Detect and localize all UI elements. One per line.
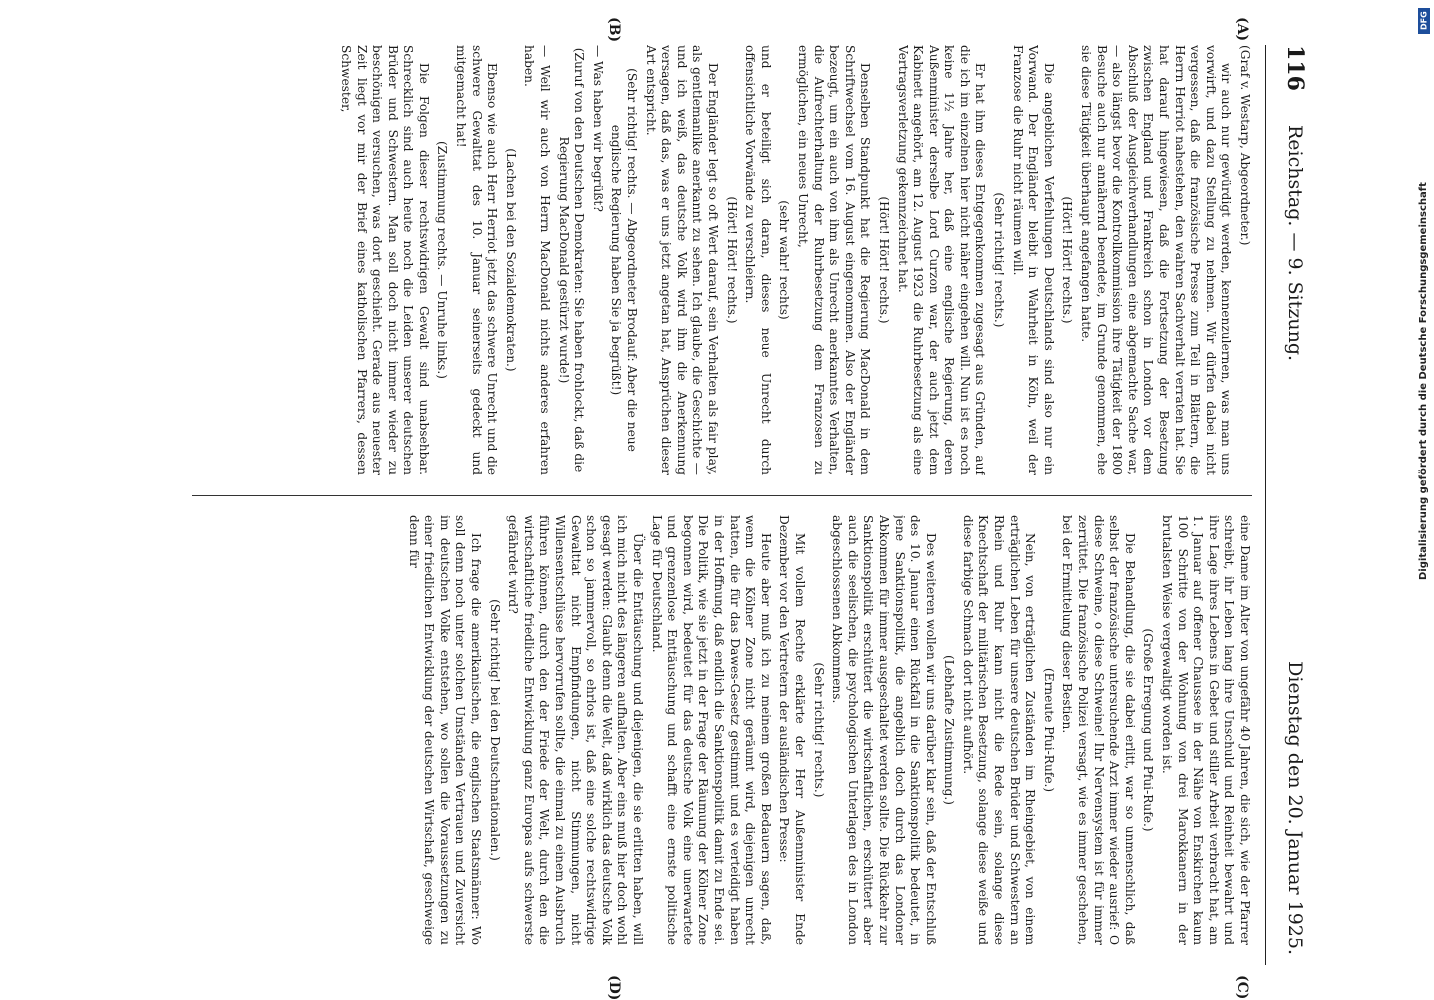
paragraph: Ich frage die amerikanischen, die englischen Staatsmänner: Wo soll denn noch unter solchen Umständen Vertrauen und Zuversicht im deutschen Volke entstehen, wo sollen die Voraussetzungen zu einer friedlichen Entwicklung der deutschen Wirtschaft, geschweige denn für [406,515,484,945]
paragraph: — Weil wir auch von Herrn MacDonald nichts anderes erfahren haben. [522,45,553,475]
paragraph: Ebenso wie auch Herr Herriot jetzt das schwere Unrecht und die schwere Gewalttat des 10. Januar seinerseits gedeckt und mitgemacht hat! [454,45,500,475]
digitization-credit [1416,0,1434,1000]
paragraph: Über die Enttäuschung und diejenigen, die sie erlitten haben, will ich mich nicht des längeren aufhalten. Aber eins muß hier doch wohl gesagt werden: Glaubt denn die Welt, daß wirklich das deutsche Volk schon so jammervoll, so ehrlos ist, daß eine solche rechtswidrige Gewalttat nicht Empfindungen, nicht Stimmungen, nicht Willensentschlüsse hervorrufen sollte, die einmal zu einem Ausbruch führen können, durch den der Friede der Welt, durch den die wirtschaftliche friedliche Entwicklung ganz Europas aufs schwerste gefährdet wird? [506,515,646,945]
left-column [192,45,1252,475]
paragraph: Des weiteren wollen wir uns darüber klar sein, daß der Entschluß des 10. Januar einen Rückfall in die Sanktionspolitik bedeutet, in jene Sanktionspolitik, die angeblich doch durch das Londoner Abkommen für immer ausgeschaltet werden sollte. Die Rückkehr zur Sanktionspolitik erschüttert die wirtschaftlichen, erschüttert aber auch die seelischen, die psychologischen Unterlagen des in London abgeschlossenen Abkommens. [830,515,938,945]
interjection: (Lebhafte Zustimmung.) [942,654,957,806]
paragraph: — Was haben wir begrüßt? [590,45,605,212]
paragraph: Die angeblichen Verfehlungen Deutschlands sind also nur ein Vorwand. Der Engländer bleibt in Wahrheit in Köln, weil der Franzose die Ruhr nicht räumen will. [1010,45,1056,475]
margin-marker-b: (B) [606,17,622,43]
interjection: (Erneute Pfui-Rufe.) [1041,667,1056,793]
paragraph: Mit vollem Rechte erklärte der Herr Außenminister Ende Dezember vor den Vertretern der ausländischen Presse: [777,515,807,945]
right-column [192,515,1252,945]
paragraph: Er hat ihm dieses Entgegenkommen zugesagt aus Gründen, auf die ich im einzelnen hier nicht näher eingehen will. Nun ist es noch keine 1½ Jahre her, daß eine englische Regierung, deren Außenminister derselbe Lord Curzon war, der auch jetzt dem Kabinett angehört, am 12. August 1923 die Ruhrbesetzung als eine Vertragsverletzung gekennzeichnet hat. [895,45,988,475]
page-header [1265,45,1322,965]
interjection: (Sehr richtig! bei den Deutschnationalen.) [487,599,502,861]
header-date: Dienstag den 20. Januar 1925. [1284,661,1306,955]
interjection: (Große Erregung und Pfui-Rufe.) [1141,628,1156,832]
interjection: (Hört! Hört! rechts.) [876,196,891,324]
interjection: (Sehr richtig! rechts.) [811,662,826,798]
paragraph: und er beteiligt sich daran, dieses neue Unrecht durch offensichtliche Vorwände zu verschleiern. [743,45,773,475]
paragraph: wir auch nur gewürdigt werden, kennenzulernen, was man uns vorwirft, und dazu Stellung zu nehmen. Wir dürfen dabei nicht vergessen, daß die französische Presse zum Teil in Blättern, die Herrn Herriot nahestehen, den wahren Sachverhalt verraten hat. Sie hat darauf hingewiesen, daß die Fortsetzung der Besetzung zwischen England und Frankreich schon in London vor dem Abschluß der Ausgleichverhandlungen eine abgemachte Sache war, — also längst bevor die Kontrollkommission ihre Tätigkeit der 1800 Besuche auch nur annähernd beendete, im Grunde genommen, ehe sie diese Tätigkeit überhaupt angefangen hatte. [1079,45,1234,475]
interjection: (Sehr richtig! rechts.) [992,192,1007,328]
paragraph: Der Engländer legt so oft Wert darauf, sein Verhalten als fair play, als gentlemanlike anerkannt zu sehen. Ich glaube, die Geschichte — und ich weiß, das deutsche Volk wird ihm die Anerkennung versagen, daß das, was er uns jetzt angetan hat, Ansprüchen dieser Art entspricht. [643,45,720,475]
margin-marker-c: (C) [1234,975,1250,1000]
column-divider [192,495,1252,496]
margin-marker-d: (D) [606,975,622,1000]
speaker-line: (Graf v. Westarp, Abgeordneter.) [1238,45,1252,246]
interjection: (Hört! Hört! rechts.) [724,196,739,324]
header-session: Reichstag. — 9. Sitzung. [1284,125,1306,362]
rotated-page [182,17,1322,1000]
interjection: (sehr wahr! rechts) [777,200,792,320]
margin-marker-a: (A) [1234,17,1250,42]
dfg-logo: DFG [1418,8,1430,34]
interjection: (Sehr richtig! rechts. — Abgeordneter Brodauf: Aber die neue englische Regierung haben Sie ja begrüßt!) [609,68,640,452]
credit-text: Digitalisierung gefördert durch die Deutsche Forschungsgemeinschaft [1418,182,1429,580]
paragraph: Nein, von erträglichen Zuständen im Rheingebiet, von einem erträglichen Leben für unsere deutschen Brüder und Schwestern an Rhein und Ruhr kann nicht die Rede sein, solange diese Knechtschaft der militärischen Besetzung, solange diese weiße und diese farbige Schmach dort nicht aufhört. [960,515,1038,945]
page-number: 116 [1282,45,1308,91]
interjection: (Hört! Hört! rechts.) [1060,196,1075,324]
interjection: (Zustimmung rechts. — Unruhe links.) [435,141,450,379]
paragraph: eine Dame im Alter von ungefähr 40 Jahren, die sich, wie der Pfarrer schreibt, ihr Leben lang ihre Unschuld und Reinheit bewahrt und ihre Lage ihres Lebens in Gebet und stiller Arbeit verbracht hat, am 1. Januar auf offener Chaussee in der Nähe von Enskirchen kaum 100 Schritte von der Wohnung von drei Marokkanern in der brutalsten Weise vergewaltigt worden ist. [1160,515,1252,945]
paragraph: Die Behandlung, die sie dabei erlitt, war so unmenschlich, daß selbst der französische untersuchende Arzt immer wieder ausrief: O diese Schweine, o diese Schweine! Ihr Nervensystem ist für immer zerrüttet. Die französische Polizei versagt, wie es immer geschehen, bei der Ermittelung dieser Bestien. [1060,515,1137,945]
quotation: Heute aber muß ich zu meinem großen Bedauern sagen, daß, wenn die Kölner Zone nicht geräumt wird, diejenigen unrecht hatten, die für das Dawes-Gesetz gestimmt und es verteidigt haben in der Hoffnung, daß endlich die Sanktionspolitik damit zu Ende sei. Die Politik, wie sie jetzt in der Frage der Räumung der Kölner Zone begonnen wird, bedeutet für das deutsche Volk eine unerwartete und grenzenlose Enttäuschung und schafft eine ernste politische Lage für Deutschland. [649,515,773,945]
interjection: (Zuruf von den Deutschen Demokraten: Sie haben frohlockt, daß die Regierung MacDonald gestürzt wurde!) [556,47,587,473]
paragraph: Denselben Standpunkt hat die Regierung MacDonald in dem Schriftwechsel vom 16. August eingenommen. Also der Engländer bezeugt, um ein auch von ihm als Unrecht anerkanntes Verhalten, die Aufrechterhaltung der Ruhrbesetzung dem Franzosen zu ermöglichen, ein neues Unrecht, [795,45,873,475]
paragraph: Die Folgen dieser rechtswidrigen Gewalt sind unabsehbar. Schrecklich sind auch heute noch die Leiden unserer deutschen Brüder und Schwestern. Man soll doch nicht immer wieder zu beschönigen versuchen, was dort geschieht. Gerade aus neuester Zeit liegt vor mir der Brief eines katholischen Pfarrers, dessen Schwester, [338,45,431,475]
interjection: (Lachen bei den Sozialdemokraten.) [503,148,518,372]
